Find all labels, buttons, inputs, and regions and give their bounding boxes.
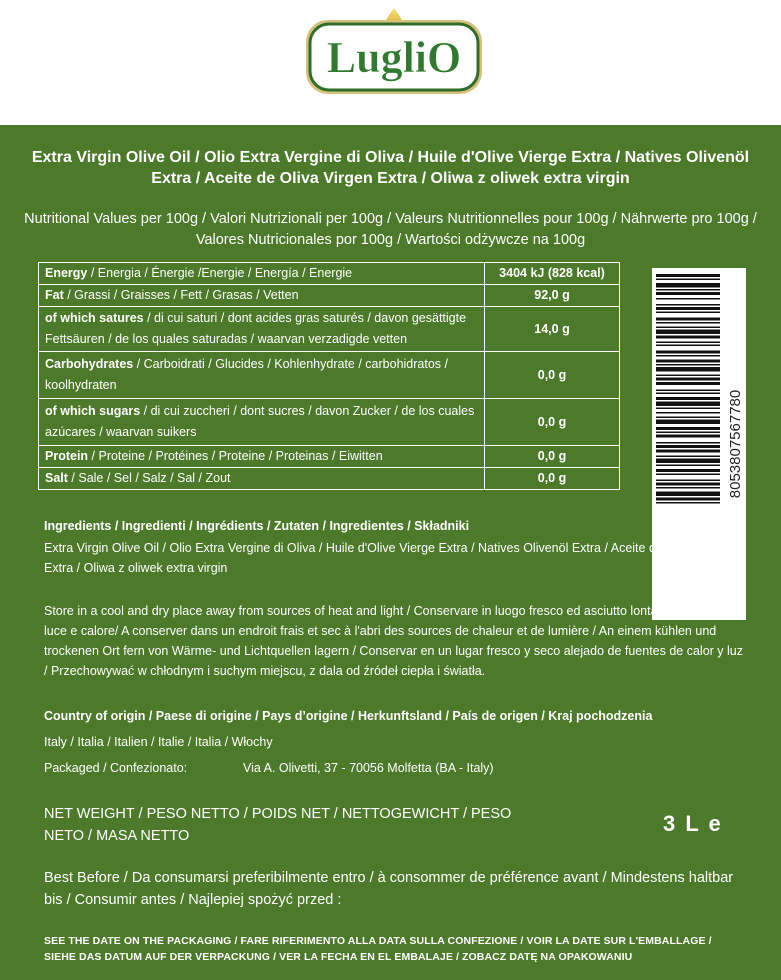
barcode-bar (656, 465, 720, 467)
nutrient-value: 0,0 g (485, 446, 620, 468)
barcode-bar (656, 375, 720, 377)
barcode-bar (656, 498, 720, 501)
nutrient-value: 3404 kJ (828 kcal) (485, 263, 620, 285)
net-weight-value: 3 L e (663, 811, 723, 836)
barcode-bar (656, 402, 720, 407)
barcode-bar (656, 322, 720, 324)
barcode-bar (656, 327, 720, 329)
nutrient-value: 14,0 g (485, 307, 620, 352)
barcode-bar (656, 442, 720, 444)
product-title: Extra Virgin Olive Oil / Olio Extra Vergine di Oliva / Huile d'Olive Vierge Extra / Natives Olivenöl Extra / Aceite de Oliva Virgen Extra / Oliwa z oliwek extra virgin (31, 149, 750, 187)
barcode-bar (656, 469, 720, 472)
barcode-bar (656, 427, 720, 430)
barcode-bar (656, 345, 720, 347)
barcode-number: 8053807567780 (727, 389, 744, 499)
barcode-bar (656, 312, 720, 314)
barcode-bar (656, 435, 720, 438)
barcode-bar (656, 502, 720, 504)
barcode-bar (656, 480, 720, 482)
nutrition-heading: Nutritional Values per 100g / Valori Nutrizionali per 100g / Valeurs Nutritionnelles pour 100g / Nährwerte pro 100g / Valores Nutricionales por 100g / Wartości odżywcze na 100g (24, 211, 757, 248)
table-row: Salt / Sale / Sel / Salz / Sal / Zout 0,0 g (39, 468, 620, 490)
barcode-bar (656, 487, 720, 489)
barcode-bar (656, 393, 720, 395)
label-body (0, 125, 781, 980)
luglio-logo (302, 6, 486, 100)
barcode-bar (656, 432, 720, 434)
barcode-bar (656, 292, 720, 295)
barcode-bar (656, 397, 720, 400)
barcode-bar (656, 390, 720, 392)
barcode-bar (656, 336, 720, 339)
table-row: of which sugars / di cui zuccheri / dont sucres / davon Zucker / de los cuales azúcares / waarvan suikers 0,0 g (39, 399, 620, 446)
barcode-bar (656, 279, 720, 281)
barcode-bar (656, 445, 720, 448)
origin-country: Italy / Italia / Italien / Italie / Italia / Włochy (44, 735, 273, 749)
barcode-bar (656, 456, 720, 458)
barcode-bar (656, 307, 720, 310)
barcode-bar (656, 492, 720, 497)
nutrient-value: 0,0 g (485, 468, 620, 490)
packaged-label: Packaged / Confezionato: (44, 761, 188, 775)
table-row: Protein / Proteine / Protéines / Proteine / Proteinas / Eiwitten 0,0 g (39, 446, 620, 468)
barcode-bar (656, 378, 720, 381)
barcode-bar (656, 382, 720, 385)
barcode-bar (656, 274, 720, 277)
ingredients-text: Extra Virgin Olive Oil / Olio Extra Vergine di Oliva / Huile d'Olive Vierge Extra / Natives Olivenöl Extra / Aceite de Oliva Virgen Extra / Oliwa z oliwek extra virgin (44, 541, 735, 575)
nutrient-value: 0,0 g (485, 399, 620, 446)
barcode-bar (656, 408, 720, 410)
barcode-bar (656, 450, 720, 453)
barcode-bar (656, 360, 720, 363)
barcode-bar (656, 355, 720, 357)
table-row: Carbohydrates / Carboidrati / Glucides / Kohlenhydrate / carbohidratos / koolhydraten 0,0 g (39, 352, 620, 399)
origin-heading: Country of origin / Paese di origine / Pays d’origine / Herkunftsland / País de origen / Kraj pochodzenia (44, 709, 653, 723)
barcode-bar (656, 364, 720, 366)
net-weight-label: NET WEIGHT / PESO NETTO / POIDS NET / NETTOGEWICHT / PESO NETO / MASA NETTO (44, 806, 512, 844)
svg-text:LugliO: LugliO (326, 33, 462, 82)
barcode-bar (656, 459, 720, 464)
barcode-bar (656, 298, 720, 300)
barcode-bar (656, 351, 720, 354)
packaged-address: Via A. Olivetti, 37 - 70056 Molfetta (BA - Italy) (243, 761, 494, 775)
nutrient-value: 92,0 g (485, 285, 620, 307)
barcode-bar (656, 474, 720, 476)
barcode-bar (656, 289, 720, 291)
barcode-bar (656, 367, 720, 372)
storage-text: Store in a cool and dry place away from sources of heat and light / Conservare in luogo fresco ed asciutto lontano da fonti di luce e calore/ A conserver dans un endroit frais et sec à l'abri des sources de chaleur et de lumière / An einem kühlen und trockenen Ort fern von Wärme- und Lichtquellen lagern / Conservar en un lugar fresco y seco alejado de fuentes de calor y luz / Przechowywać w chłodnym i suchym miejscu, z dala od źródeł ciepła i światła. (44, 604, 743, 678)
table-row: Fat / Grassi / Graisses / Fett / Grasas / Vetten 92,0 g (39, 285, 620, 307)
barcode-bar (656, 417, 720, 419)
nutrition-table (38, 262, 620, 490)
nutrient-value: 0,0 g (485, 352, 620, 399)
barcode-bar (656, 283, 720, 288)
table-row: of which satures / di cui saturi / dont acides gras saturés / davon gesättigte Fettsäuren / de los quales saturadas / waarvan verzadigde vetten 14,0 g (39, 307, 620, 352)
ingredients-heading: Ingredients / Ingredienti / Ingrédients / Zutaten / Ingredientes / Składniki (44, 519, 470, 533)
barcode-bar (656, 412, 720, 414)
barcode-bar (656, 420, 720, 425)
barcode-bar (656, 342, 720, 344)
barcode-bar (656, 330, 720, 335)
table-row: Energy / Energia / Énergie /Energie / Energía / Energie 3404 kJ (828 kcal) (39, 263, 620, 285)
barcode-bar (656, 318, 720, 321)
barcode-bar (656, 483, 720, 486)
see-date-note: SEE THE DATE ON THE PACKAGING / FARE RIFERIMENTO ALLA DATA SULLA CONFEZIONE / VOIR LA DATE SUR L'EMBALLAGE / SIEHE DAS DATUM AUF DER VERPACKUNG / VER LA FECHA EN EL EMBALAJE / ZOBACZ DATĘ NA OPAKOWANIU (44, 935, 712, 963)
barcode-bar (656, 304, 720, 306)
best-before-text: Best Before / Da consumarsi preferibilmente entro / à consommer de préférence avant / Mindestens haltbar bis / Consumir antes / Najlepiej spożyć przed : (44, 870, 734, 908)
brand-header (0, 0, 781, 125)
